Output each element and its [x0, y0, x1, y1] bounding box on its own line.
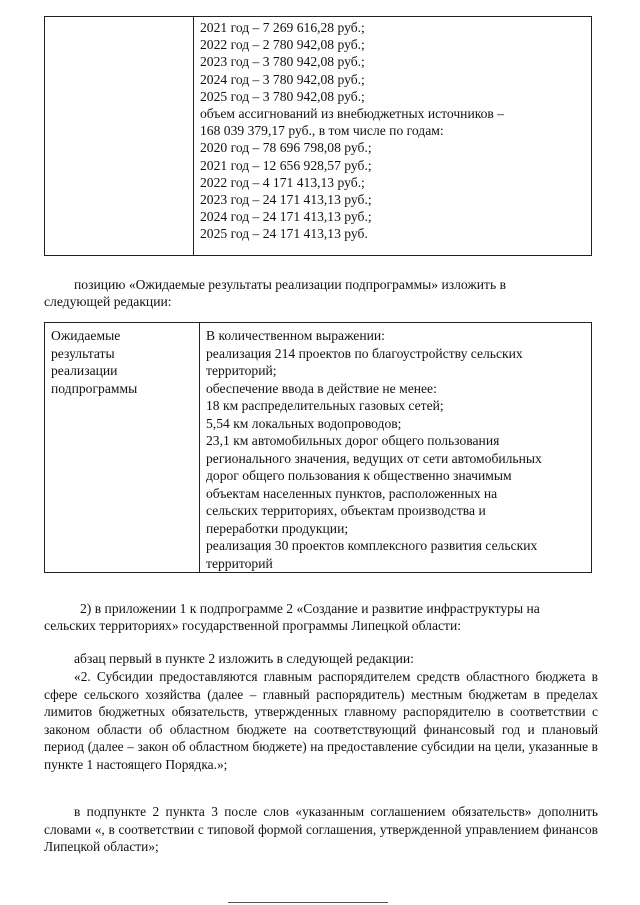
result-line: реализация 30 проектов комплексного развития сельских	[206, 538, 538, 553]
result-line: регионального значения, ведущих от сети автомобильных	[206, 450, 542, 466]
result-line: сельских территориях, объектам производства и	[206, 503, 486, 518]
paragraph-intro-line2: следующей редакции:	[44, 294, 172, 309]
result-line: территорий;	[206, 363, 277, 378]
funding-line: 2025 год – 24 171 413,13 руб.	[200, 226, 368, 242]
result-line: 5,54 км локальных водопроводов;	[206, 415, 402, 431]
expected-results-table	[44, 322, 592, 573]
funding-line: 2022 год – 2 780 942,08 руб.;	[200, 37, 365, 53]
funding-line: 2024 год – 24 171 413,13 руб.;	[200, 209, 372, 225]
funding-line: 2021 год – 7 269 616,28 руб.;	[200, 20, 365, 35]
funding-line: 2023 год – 3 780 942,08 руб.;	[200, 54, 365, 70]
funding-table-values-cell	[194, 17, 592, 256]
paragraph-first-abzac: абзац первый в пункте 2 изложить в следующей редакции:	[74, 651, 414, 666]
result-line: 18 км распределительных газовых сетей;	[206, 398, 444, 413]
result-line: переработки продукции;	[206, 520, 349, 536]
funding-line: 2023 год – 24 171 413,13 руб.;	[200, 192, 372, 208]
footer-rule	[228, 902, 388, 903]
result-line: В количественном выражении:	[206, 328, 385, 343]
expected-results-text-cell	[200, 323, 592, 573]
paragraph-subsidy-text: «2. Субсидии предоставляются главным распорядителем средств областного бюджета в сфере сельского хозяйства (далее – главный распорядитель) местным бюджетам в пределах лимитов бюджетных обязательств, утвержденных главному распорядителю в соответствии с законом области об областном бюджете на соответствующий финансовый год и плановый период (далее – закон об областном бюджете) на предоставление субсидии на цели, указанные в пункте 1 настоящего Порядка.»;	[44, 669, 598, 772]
paragraph-appendix-line1: 2) в приложении 1 к подпрограмме 2 «Создание и развитие инфраструктуры на	[80, 601, 540, 616]
funding-line: 2025 год – 3 780 942,08 руб.;	[200, 88, 365, 104]
result-line: обеспечение ввода в действие не менее:	[206, 380, 437, 396]
label-line: реализации	[51, 363, 118, 378]
funding-line: 2022 год – 4 171 413,13 руб.;	[200, 174, 365, 190]
funding-table	[44, 16, 592, 256]
label-line: результаты	[51, 345, 115, 361]
funding-line: объем ассигнований из внебюджетных источников –	[200, 106, 505, 122]
result-line: реализация 214 проектов по благоустройству сельских	[206, 345, 523, 361]
funding-line: 2020 год – 78 696 798,08 руб.;	[200, 140, 372, 156]
paragraph-subpoint-text: в подпункте 2 пункта 3 после слов «указанным соглашением обязательств» дополнить словами «, в соответствии с типовой формой соглашения, утвержденной управлением финансов Липецкой области»;	[44, 804, 598, 855]
label-line: подпрограммы	[51, 380, 138, 396]
paragraph-appendix-line2: сельских территориях» государственной программы Липецкой области:	[44, 618, 462, 633]
funding-line: 2021 год – 12 656 928,57 руб.;	[200, 157, 372, 173]
paragraph-intro-line1: позицию «Ожидаемые результаты реализации подпрограммы» изложить в	[74, 277, 507, 292]
funding-table-label-cell	[45, 17, 194, 256]
funding-line: 2024 год – 3 780 942,08 руб.;	[200, 71, 365, 87]
expected-results-label-cell	[45, 323, 200, 573]
label-line: Ожидаемые	[51, 328, 121, 343]
funding-line: 168 039 379,17 руб., в том числе по годам:	[200, 123, 444, 139]
result-line: территорий	[206, 555, 273, 571]
result-line: 23,1 км автомобильных дорог общего пользования	[206, 433, 500, 448]
result-line: объектам населенных пунктов, расположенных на	[206, 485, 498, 501]
result-line: дорог общего пользования к общественно значимым	[206, 468, 512, 483]
